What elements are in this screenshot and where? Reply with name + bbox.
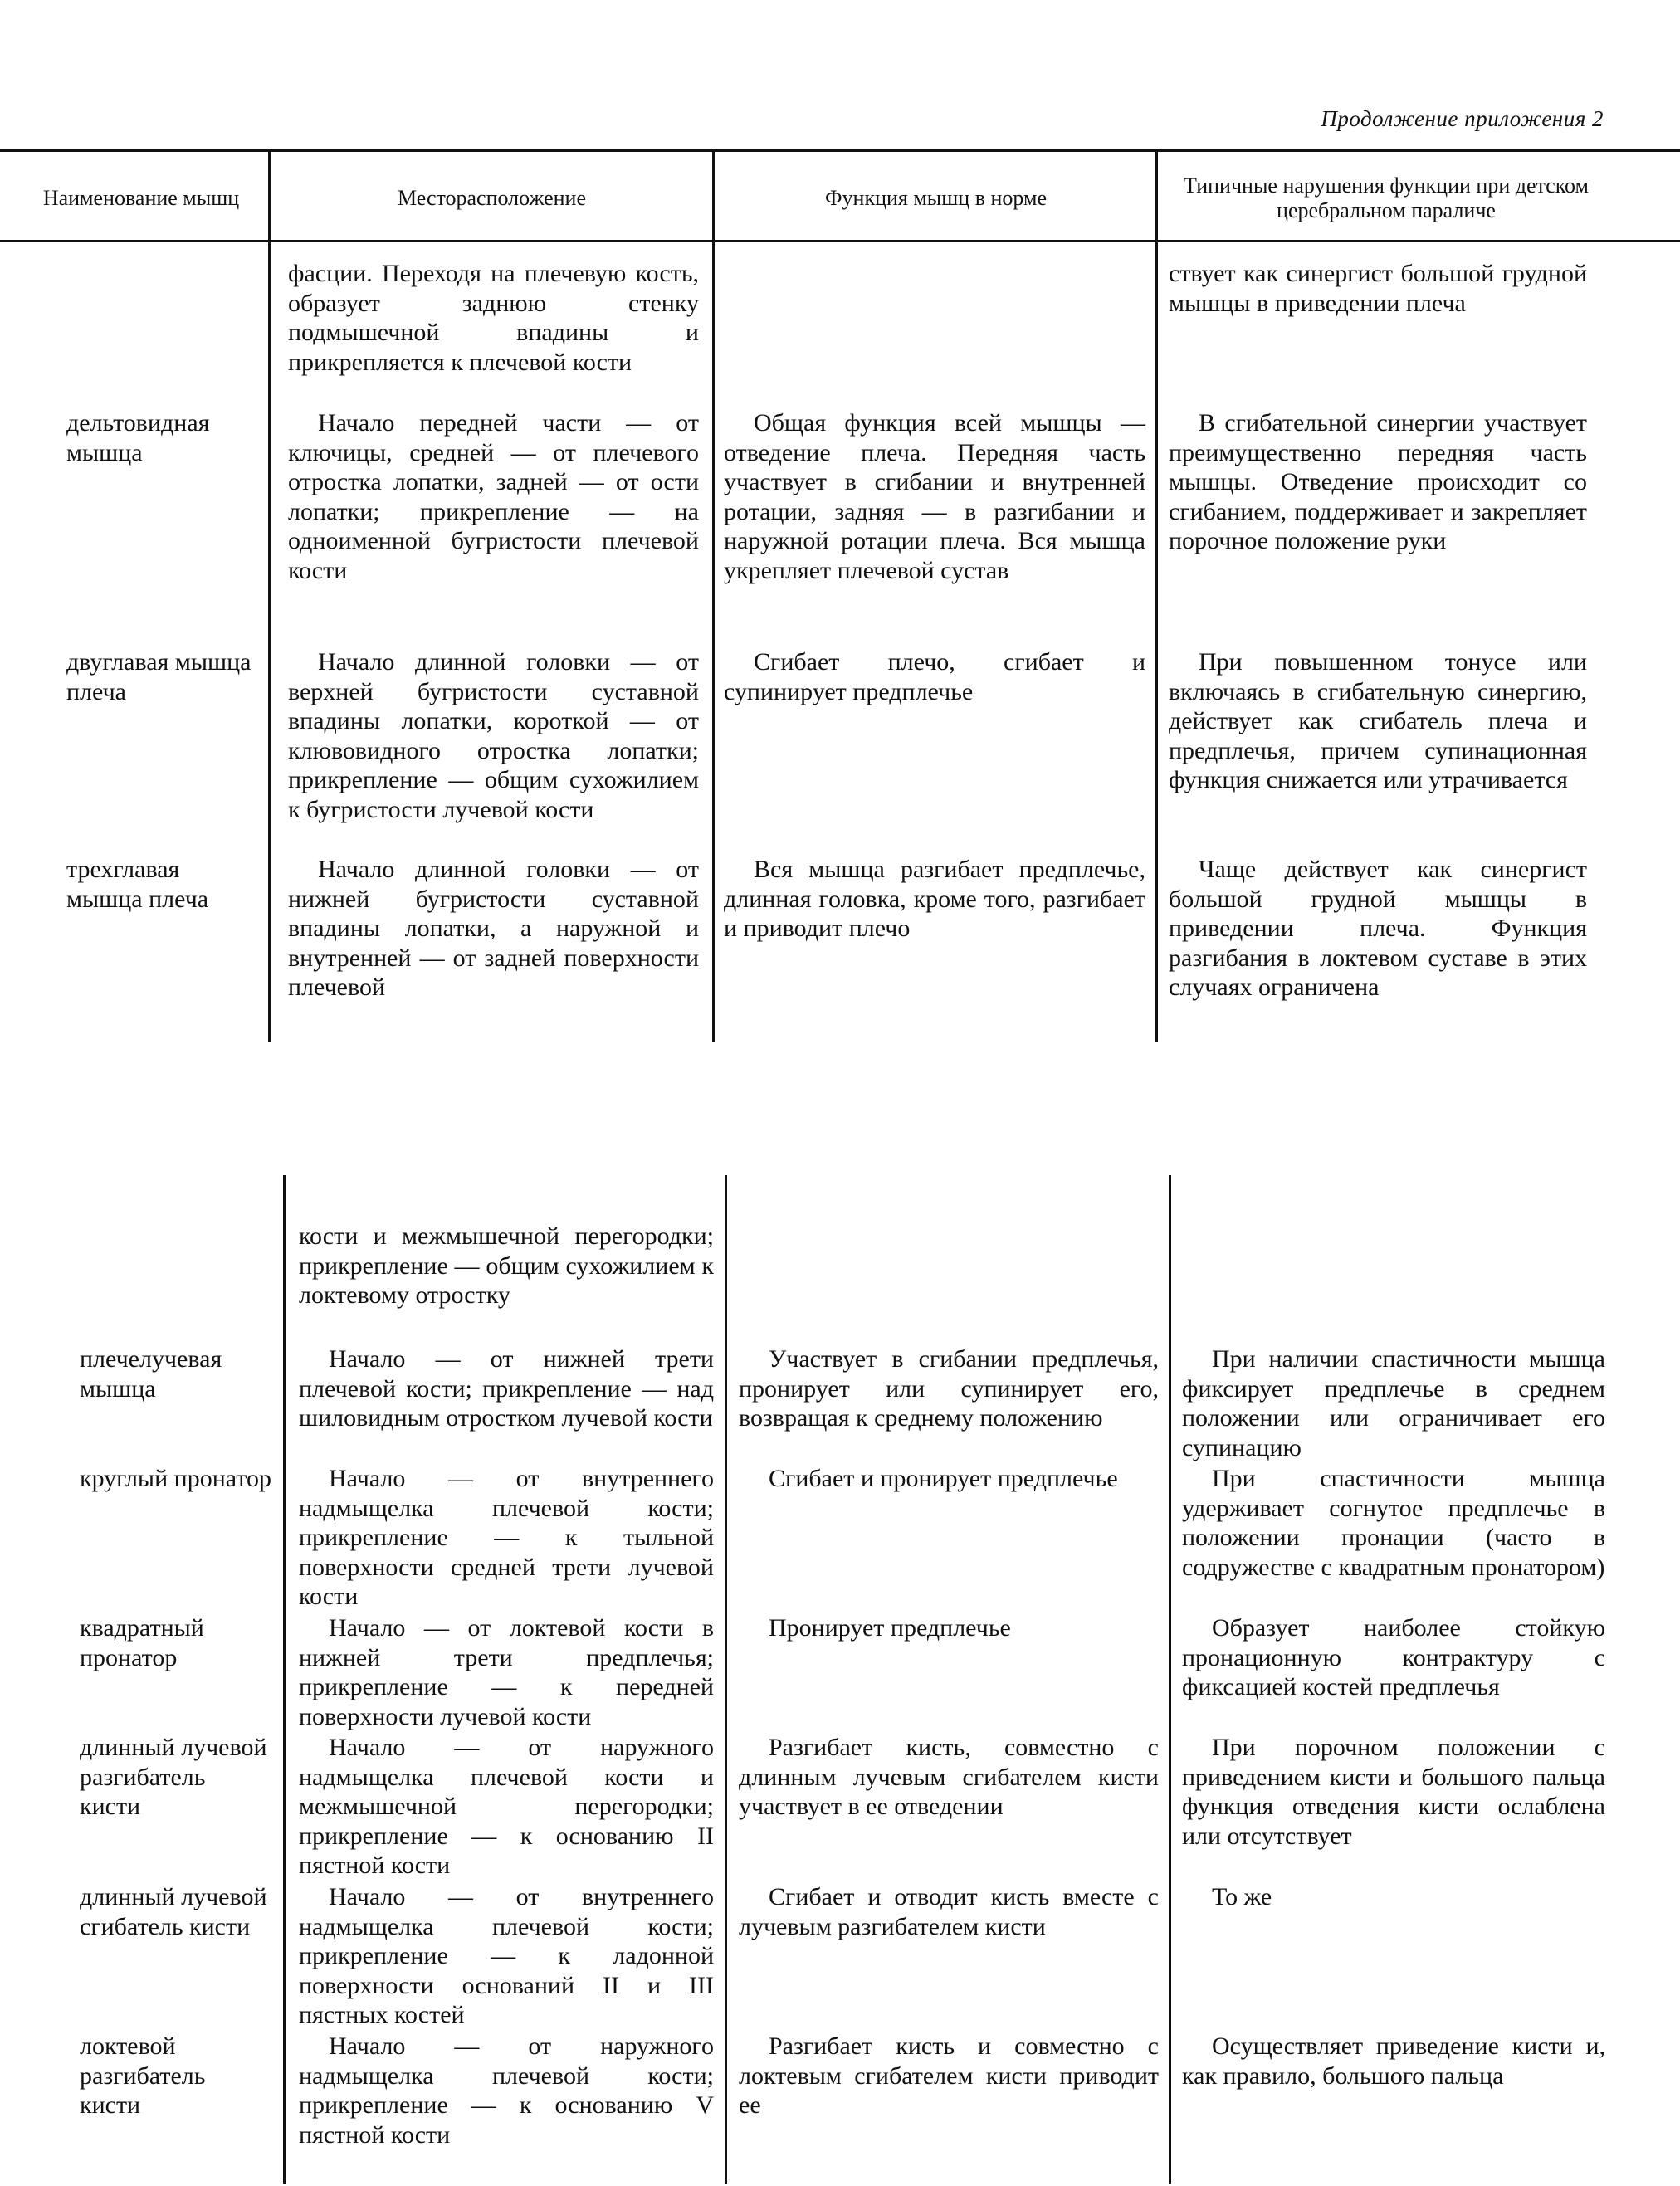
column-divider (725, 1175, 727, 2184)
muscle-name-cell: двуглавая мышца плеча (66, 648, 252, 705)
column-divider (283, 1175, 286, 2184)
disorder-cell: Образует наиболее стойкую пронационную контрактуру с фиксацией костей предплечья (1182, 1614, 1605, 1700)
muscle-name-cell: плечелучевая мышца (80, 1345, 222, 1403)
location-cell: Начало — от локтевой кости в нижней трети предплечья; прикрепление — к передней поверхности лучевой кости (299, 1614, 714, 1730)
location-cell: Начало — от наружного надмыщелка плечевой кости и межмышечной перегородки; прикрепление — к основанию II пястной кости (299, 1734, 714, 1879)
disorder-cell: Чаще действует как синергист большой грудной мышцы в приведении плеча. Функция разгибания в локтевом суставе в этих случаях ограничена (1169, 856, 1587, 1001)
muscle-name-cell: длинный лучевой сгибатель кисти (80, 1883, 267, 1940)
continuation-caption: Продолжение приложения 2 (1321, 106, 1604, 131)
location-cell: Начало длинной головки — от нижней бугристости суставной впадины лопатки, а наружной и внутренней — от задней поверхности плечевой (288, 856, 699, 1001)
disorder-cell: При порочном положении с приведением кисти и большого пальца функция отведения кисти ослаблена или отсутствует (1182, 1734, 1605, 1850)
location-cell: Начало передней части — от ключицы, средней — от плечевого отростка лопатки, задней — от ости лопатки; прикрепление — на одноименной бугристости плечевой кости (288, 409, 699, 584)
function-cell: Сгибает и отводит кисть вместе с лучевым разгибателем кисти (739, 1883, 1159, 1940)
function-cell: Сгибает плечо, сгибает и супинирует предплечье (724, 648, 1145, 705)
function-cell: Разгибает кисть, совместно с длинным лучевым сгибателем кисти участвует в ее отведении (739, 1734, 1159, 1820)
location-cell: Начало — от наружного надмыщелка плечевой кости; прикрепление — к основанию V пястной кости (299, 2032, 714, 2149)
function-cell: Разгибает кисть и совместно с локтевым сгибателем кисти приводит ее (739, 2032, 1159, 2119)
header-function: Функция мышц в норме (824, 186, 1048, 210)
disorder-cell: При повышенном тонусе или включаясь в сгибательную синергию, действует как сгибатель плеча и предплечья, причем супинационная функция снижается или утрачивается (1169, 648, 1587, 793)
header-location: Месторасположение (397, 186, 587, 210)
muscle-name-cell: дельтовидная мышца (66, 409, 210, 466)
column-divider (712, 149, 715, 1042)
disorder-cell: При наличии спастичности мышца фиксирует предплечье в среднем положении или ограничивает его супинацию (1182, 1345, 1605, 1461)
muscle-name-cell: трехглавая мышца плеча (66, 856, 209, 913)
function-cell: Вся мышца разгибает предплечье, длинная головка, кроме того, разгибает и приводит плечо (724, 856, 1145, 942)
disorder-cell: ствует как синергист большой грудной мышцы в приведении плеча (1169, 260, 1587, 317)
location-cell: кости и межмышечной перегородки; прикрепление — общим сухожилием к локтевому отростку (299, 1222, 714, 1309)
location-cell: Начало — от нижней трети плечевой кости; прикрепление — над шиловидным отростком лучевой кости (299, 1345, 714, 1432)
muscle-name-cell: длинный лучевой разгибатель кисти (80, 1734, 267, 1820)
function-cell: Общая функция всей мышцы — отведение плеча. Передняя часть участвует в сгибании и внутренней ротации, задняя — в разгибании и наружной ротации плеча. Вся мышца укрепляет плечевой сустав (724, 409, 1145, 584)
muscle-name-cell: круглый пронатор (80, 1465, 272, 1492)
disorder-cell: Осуществляет приведение кисти и, как правило, большого пальца (1182, 2032, 1605, 2090)
disorder-cell: При спастичности мышца удерживает согнутое предплечье в положении пронации (часто в содружестве с квадратным пронатором) (1182, 1465, 1605, 1581)
header-bottom-rule (0, 240, 1680, 242)
table-top-rule (0, 149, 1680, 152)
header-disorder: Типичные нарушения функции при детском церебральном параличе (1183, 173, 1589, 222)
header-name: Наименование мышц (42, 186, 240, 210)
function-cell: Участвует в сгибании предплечья, пронирует или супинирует его, возвращая к среднему положению (739, 1345, 1159, 1432)
column-divider (1169, 1175, 1171, 2184)
muscle-name-cell: локтевой разгибатель кисти (80, 2032, 206, 2119)
function-cell: Сгибает и пронирует предплечье (769, 1465, 1118, 1492)
disorder-cell: То же (1212, 1883, 1272, 1910)
location-cell: Начало длинной головки — от верхней бугристости суставной впадины лопатки, короткой — от клювовидного отростка лопатки; прикрепление — общим сухожилием к бугристости лучевой кости (288, 648, 699, 823)
disorder-cell: В сгибательной синергии участвует преимущественно передняя часть мышцы. Отведение происходит со сгибанием, поддерживает и закрепляет порочное положение руки (1169, 409, 1587, 554)
location-cell: фасции. Переходя на плечевую кость, образует заднюю стенку подмышечной впадины и прикрепляется к плечевой кости (288, 260, 699, 376)
column-divider (268, 149, 271, 1042)
location-cell: Начало — от внутреннего надмыщелка плечевой кости; прикрепление — к ладонной поверхности оснований II и III пястных костей (299, 1883, 714, 2028)
location-cell: Начало — от внутреннего надмыщелка плечевой кости; прикрепление — к тыльной поверхности средней трети лучевой кости (299, 1465, 714, 1610)
muscle-name-cell: квадратный пронатор (80, 1614, 204, 1671)
function-cell: Пронирует предплечье (769, 1614, 1011, 1642)
